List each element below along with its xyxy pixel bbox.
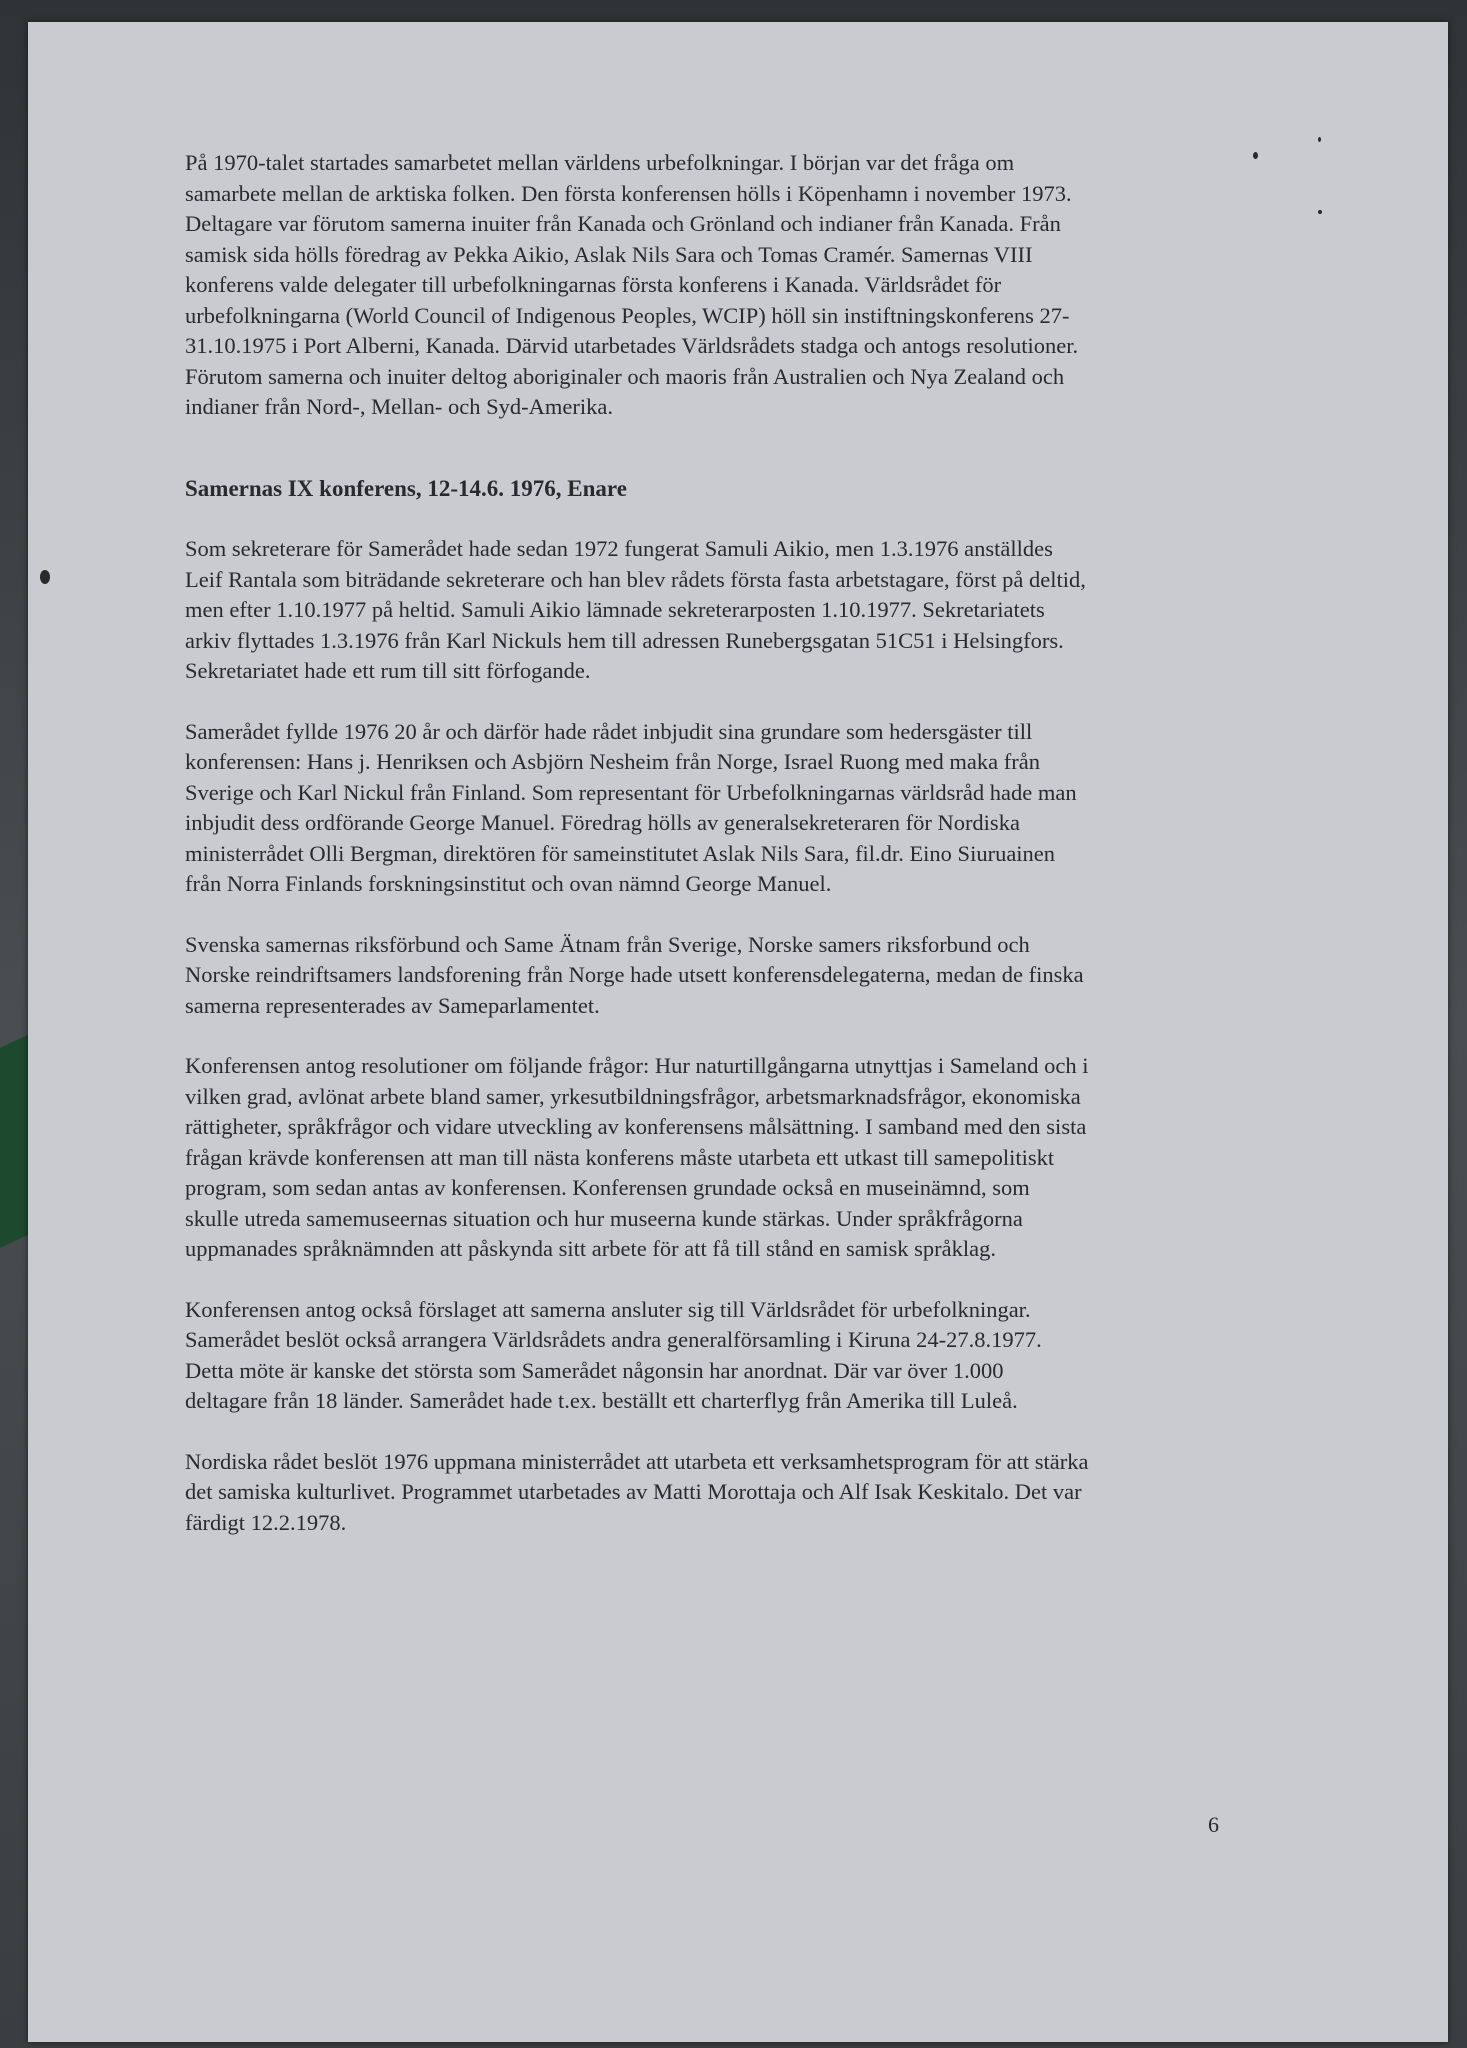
document-body [185,148,1260,1568]
scan-speck [1318,210,1322,214]
paragraph: Samerådet fyllde 1976 20 år och därför hade rådet inbjudit sina grundare som hedersgäster till konferensen: Hans j. Henriksen och Asbjörn Nesheim från Norge, Israel Ruong med maka från Sverige och Karl Nickul från Finland. Som representant för Urbefolkningarnas världsråd hade man inbjudit dess ordförande George Manuel. Föredrag hölls av generalsekreteraren för Nordiska ministerrådet Olli Bergman, direktören för sameinstitutet Aslak Nils Sara, fil.dr. Eino Siuruainen från Norra Finlands forskningsinstitut och ovan nämnd George Manuel. [185,718,1077,896]
scan-speck [40,570,50,584]
paragraph-intro: På 1970-talet startades samarbetet mellan världens urbefolkningar. I början var det fråga om samarbete mellan de arktiska folken. Den första konferensen hölls i Köpenhamn i november 1973. Deltagare var förutom samerna inuiter från Kanada och Grönland och indianer från Kanada. Från samisk sida hölls föredrag av Pekka Aikio, Aslak Nils Sara och Tomas Cramér. Samernas VIII konferens valde delegater till urbefolkningarnas första konferens i Kanada. Världsrådet för urbefolkningarna (World Council of Indigenous Peoples, WCIP) höll sin instiftningskonferens 27- 31.10.1975 i Port Alberni, Kanada. Därvid utarbetades Världsrådets stadga och antogs resolutioner. Förutom samerna och inuiter deltog aboriginaler och maoris från Australien och Nya Zealand och indianer från Nord-, Mellan- och Syd-Amerika. [185,150,1079,419]
section-heading: Samernas IX konferens, 12-14.6. 1976, Enare [185,475,627,501]
paragraph: Som sekreterare för Samerådet hade sedan 1972 fungerat Samuli Aikio, men 1.3.1976 anställdes Leif Rantala som biträdande sekreterare och han blev rådets första fasta arbetstagare, först på deltid, men efter 1.10.1977 på heltid. Samuli Aikio lämnade sekreterarposten 1.10.1977. Sekretariatets arkiv flyttades 1.3.1976 från Karl Nickuls hem till adressen Runebergsgatan 51C51 i Helsingfors. Sekretariatet hade ett rum till sitt förfogande. [185,536,1086,683]
paragraph: Konferensen antog resolutioner om följande frågor: Hur naturtillgångarna utnyttjas i Sameland och i vilken grad, avlönat arbete bland samer, yrkesutbildningsfrågor, arbetsmarknadsfrågor, ekonomiska rättigheter, språkfrågor och vidare utveckling av konferensens målsättning. I samband med den sista frågan krävde konferensen att man till nästa konferens måste utarbeta ett utkast till samepolitiskt program, som sedan antas av konferensen. Konferensen grundade också en museinämnd, som skulle utreda samemuseernas situation och hur museerna kunde stärkas. Under språkfrågorna uppmanades språknämnden att påskynda sitt arbete för att få till stånd en samisk språklag. [185,1053,1089,1261]
document-page [28,22,1448,2042]
paragraph: Konferensen antog också förslaget att samerna ansluter sig till Världsrådet för urbefolkningar. Samerådet beslöt också arrangera Världsrådets andra generalförsamling i Kiruna 24-27.8.1977. Detta möte är kanske det största som Samerådet någonsin har anordnat. Där var över 1.000 deltagare från 18 länder. Samerådet hade t.ex. beställt ett charterflyg från Amerika till Luleå. [185,1296,1042,1413]
paragraph: Svenska samernas riksförbund och Same Ätnam från Sverige, Norske samers riksforbund och Norske reindriftsamers landsforening från Norge hade utsett konferensdelegaterna, medan de finska samerna representerades av Sameparlamentet. [185,931,1084,1018]
page-number: 6 [1208,1812,1219,1837]
paragraph: Nordiska rådet beslöt 1976 uppmana ministerrådet att utarbeta ett verksamhetsprogram för att stärka det samiska kulturlivet. Programmet utarbetades av Matti Morottaja och Alf Isak Keskitalo. Det var färdigt 12.2.1978. [185,1448,1089,1535]
scan-speck [1318,137,1321,142]
